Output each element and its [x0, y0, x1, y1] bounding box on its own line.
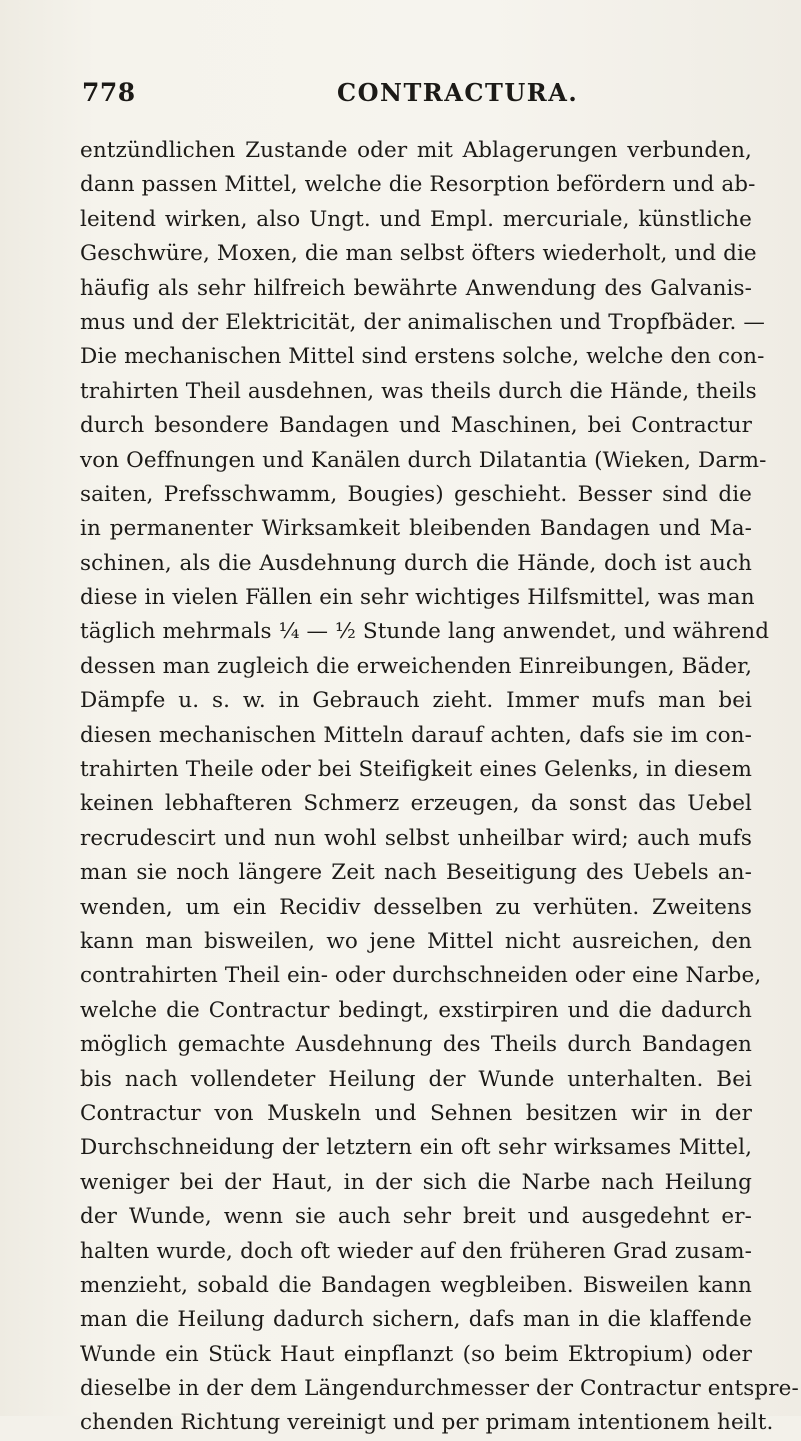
text-line: diese in vielen Fällen ein sehr wichtiges Hilfsmittel, was man [80, 585, 755, 611]
text-line: menzieht, sobald die Bandagen wegbleiben. Bisweilen kann [80, 1272, 752, 1298]
text-line: schinen, als die Ausdehnung durch die Hände, doch ist auch [80, 550, 752, 576]
text-line: chenden Richtung vereinigt und per primam intentionem heilt. [80, 1410, 774, 1436]
text-line: Contractur von Muskeln und Sehnen besitzen wir in der [80, 1100, 752, 1126]
text-line: Dämpfe u. s. w. in Gebrauch zieht. Immer mufs man bei [80, 688, 752, 714]
text-line: halten wurde, doch oft wieder auf den früheren Grad zusam- [80, 1238, 752, 1264]
text-line: man die Heilung dadurch sichern, dafs man in die klaffende [80, 1307, 752, 1333]
text-line: täglich mehrmals ¼ — ½ Stunde lang anwendet, und während [80, 619, 770, 645]
text-line: in permanenter Wirksamkeit bleibenden Bandagen und Ma- [80, 516, 752, 542]
text-line: dieselbe in der dem Längendurchmesser der Contractur entspre- [80, 1376, 799, 1402]
text-line: Geschwüre, Moxen, die man selbst öfters wiederholt, und die [80, 241, 757, 267]
page-header [82, 78, 742, 118]
text-line: durch besondere Bandagen und Maschinen, bei Contractur [80, 413, 752, 439]
text-line: der Wunde, wenn sie auch sehr breit und ausgedehnt er- [80, 1204, 752, 1230]
text-line: recrudescirt und nun wohl selbst unheilbar wird; auch mufs [80, 825, 752, 851]
text-line: weniger bei der Haut, in der sich die Narbe nach Heilung [80, 1169, 752, 1195]
text-line: von Oeffnungen und Kanälen durch Dilatantia (Wieken, Darm- [80, 447, 767, 473]
text-line: welche die Contractur bedingt, exstirpiren und die dadurch [80, 997, 752, 1023]
text-line: trahirten Theile oder bei Steifigkeit eines Gelenks, in diesem [80, 757, 752, 783]
text-line: kann man bisweilen, wo jene Mittel nicht ausreichen, den [80, 928, 752, 954]
page-number: 778 [82, 78, 136, 107]
text-line: möglich gemachte Ausdehnung des Theils durch Bandagen [80, 1032, 752, 1058]
text-line: entzündlichen Zustande oder mit Ablagerungen verbunden, [80, 138, 752, 163]
text-line: bis nach vollendeter Heilung der Wunde unterhalten. Bei [80, 1066, 752, 1092]
text-line: man sie noch längere Zeit nach Beseitigung des Uebels an- [80, 860, 752, 886]
text-line: trahirten Theil ausdehnen, was theils durch die Hände, theils [80, 378, 757, 404]
body-text [80, 134, 799, 1441]
text-line: wenden, um ein Recidiv desselben zu verhüten. Zweitens [80, 894, 752, 920]
text-line: saiten, Prefsschwamm, Bougies) geschieht. Besser sind die [80, 481, 752, 507]
text-line: dann passen Mittel, welche die Resorption befördern und ab- [80, 172, 756, 198]
text-line: Die mechanischen Mittel sind erstens solche, welche den con- [80, 344, 765, 370]
text-line: contrahirten Theil ein- oder durchschneiden oder eine Narbe, [80, 963, 762, 989]
text-line: Wunde ein Stück Haut einpflanzt (so beim Ektropium) oder [80, 1341, 752, 1367]
text-line: diesen mechanischen Mitteln darauf achten, dafs sie im con- [80, 722, 752, 748]
text-line: dessen man zugleich die erweichenden Einreibungen, Bäder, [80, 653, 753, 679]
text-line: mus und der Elektricität, der animalischen und Tropfbäder. — [80, 309, 765, 335]
text-line: keinen lebhafteren Schmerz erzeugen, da sonst das Uebel [80, 791, 752, 817]
running-title: CONTRACTURA. [337, 78, 579, 107]
text-line: Durchschneidung der letztern ein oft sehr wirksames Mittel, [80, 1135, 752, 1161]
text-line: häufig als sehr hilfreich bewährte Anwendung des Galvanis- [80, 275, 752, 301]
text-line: leitend wirken, also Ungt. und Empl. mercuriale, künstliche [80, 206, 752, 232]
